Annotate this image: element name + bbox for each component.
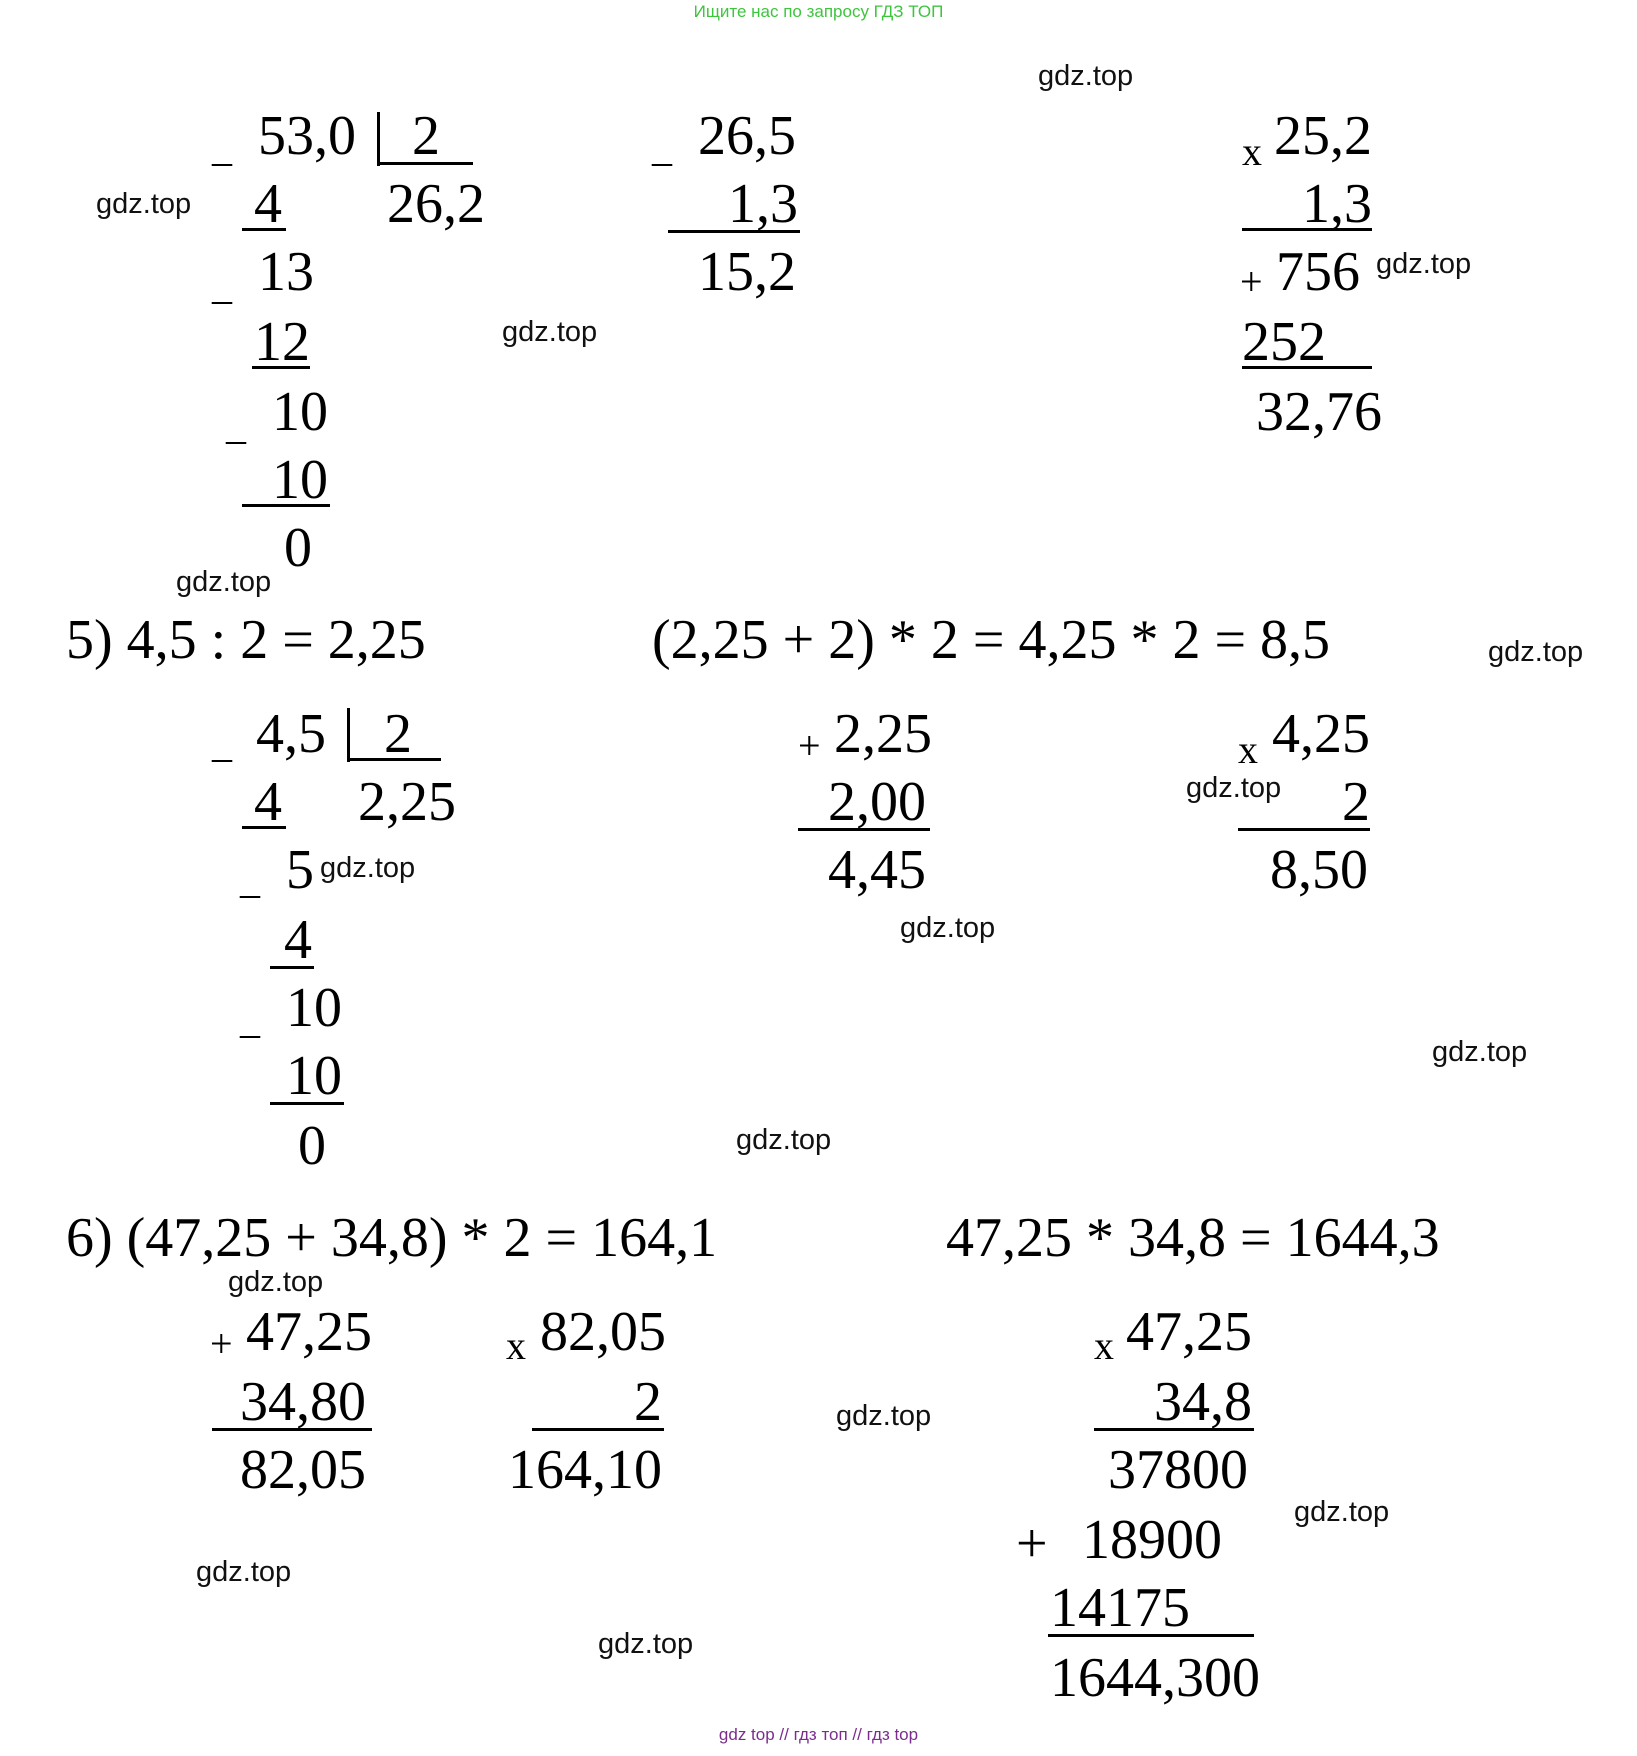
product-line <box>1094 1428 1254 1431</box>
product: 32,76 <box>1256 381 1382 443</box>
watermark: gdz.top <box>836 1400 932 1432</box>
dividend: 4,5 <box>256 703 326 765</box>
minus-sign: _ <box>652 125 672 170</box>
watermark: gdz.top <box>320 852 416 884</box>
times-sign: x <box>1238 727 1258 772</box>
partial-product: 252 <box>1242 311 1326 373</box>
step-value: 10 <box>286 977 342 1039</box>
equation-5-1: 5) 4,5 : 2 = 2,25 <box>66 609 426 671</box>
division-bar <box>377 112 380 166</box>
watermark: gdz.top <box>176 566 272 598</box>
step-value: 5 <box>286 839 314 901</box>
product-line <box>1242 366 1372 369</box>
division-bar <box>347 708 350 762</box>
addend-b: 34,80 <box>240 1371 366 1433</box>
factor-a: 47,25 <box>1126 1301 1252 1363</box>
equation-5-2: (2,25 + 2) * 2 = 4,25 * 2 = 8,5 <box>652 609 1331 671</box>
times-sign: x <box>1242 129 1262 174</box>
watermark: gdz.top <box>1488 636 1584 668</box>
product-line <box>1242 228 1372 231</box>
factor-a: 82,05 <box>540 1301 666 1363</box>
step-value: 10 <box>286 1045 342 1107</box>
sum: 4,45 <box>828 839 926 901</box>
difference: 15,2 <box>698 241 796 303</box>
watermark: gdz.top <box>196 1556 292 1588</box>
addend-b: 2,00 <box>828 771 926 833</box>
watermark: gdz.top <box>900 912 996 944</box>
watermark: gdz.top <box>1038 60 1134 92</box>
watermark: gdz.top <box>96 188 192 220</box>
plus-sign: + <box>1016 1513 1048 1575</box>
step-value: 4 <box>254 771 282 833</box>
step-value: 10 <box>272 449 328 511</box>
quotient: 2,25 <box>358 771 456 833</box>
minus-sign: _ <box>226 403 246 448</box>
remainder: 0 <box>284 517 312 579</box>
product-line <box>532 1428 664 1431</box>
plus-sign: + <box>798 723 821 768</box>
equation-6-2: 47,25 * 34,8 = 1644,3 <box>946 1207 1440 1269</box>
subtrahend: 1,3 <box>728 173 798 235</box>
watermark: gdz.top <box>1432 1036 1528 1068</box>
quotient: 26,2 <box>387 173 485 235</box>
equation-6-1: 6) (47,25 + 34,8) * 2 = 164,1 <box>66 1207 718 1269</box>
minus-sign: _ <box>240 997 260 1042</box>
times-sign: x <box>1094 1323 1114 1368</box>
factor-b: 34,8 <box>1154 1371 1252 1433</box>
step-value: 4 <box>254 173 282 235</box>
partial-product: 18900 <box>1082 1509 1222 1571</box>
sum-line <box>798 828 930 831</box>
minus-sign: _ <box>212 263 232 308</box>
watermark: gdz.top <box>736 1124 832 1156</box>
factor-a: 25,2 <box>1274 105 1372 167</box>
remainder: 0 <box>298 1115 326 1177</box>
step-underline <box>242 826 286 829</box>
step-value: 10 <box>272 381 328 443</box>
partial-product: 756 <box>1276 241 1360 303</box>
divisor-line <box>347 758 441 761</box>
step-underline <box>252 366 310 369</box>
factor-b: 1,3 <box>1302 173 1372 235</box>
watermark: gdz.top <box>228 1266 324 1298</box>
step-underline <box>242 504 330 507</box>
sum: 82,05 <box>240 1439 366 1501</box>
watermark: gdz.top <box>1376 248 1472 280</box>
watermark: gdz.top <box>502 316 598 348</box>
addend-a: 47,25 <box>246 1301 372 1363</box>
plus-sign: + <box>210 1321 233 1366</box>
factor-b: 2 <box>634 1371 662 1433</box>
step-underline <box>270 1102 344 1105</box>
partial-product: 37800 <box>1108 1439 1248 1501</box>
minuend: 26,5 <box>698 105 796 167</box>
plus-sign: + <box>1240 259 1263 304</box>
footer-links[interactable]: gdz top // гдз топ // гдз top <box>718 1725 919 1744</box>
watermark: gdz.top <box>1186 772 1282 804</box>
top-banner[interactable]: Ищите нас по запросу ГДЗ ТОП <box>693 2 944 21</box>
product-line <box>1238 828 1370 831</box>
step-value: 13 <box>258 241 314 303</box>
times-sign: x <box>506 1323 526 1368</box>
product: 8,50 <box>1270 839 1368 901</box>
factor-a: 4,25 <box>1272 703 1370 765</box>
dividend: 53,0 <box>258 105 356 167</box>
watermark: gdz.top <box>1294 1496 1390 1528</box>
step-underline <box>242 228 286 231</box>
addend-a: 2,25 <box>834 703 932 765</box>
sum-line <box>668 230 800 233</box>
factor-b: 2 <box>1342 771 1370 833</box>
divisor: 2 <box>384 703 412 765</box>
product: 164,10 <box>508 1439 662 1501</box>
minus-sign: _ <box>212 125 232 170</box>
watermark: gdz.top <box>598 1628 694 1660</box>
sum-line <box>212 1428 372 1431</box>
divisor-line <box>377 162 473 165</box>
partial-product: 14175 <box>1050 1577 1190 1639</box>
minus-sign: _ <box>240 857 260 902</box>
minus-sign: _ <box>212 721 232 766</box>
step-value: 4 <box>284 909 312 971</box>
product-line <box>1048 1634 1254 1637</box>
step-value: 12 <box>254 311 310 373</box>
divisor: 2 <box>412 105 440 167</box>
product: 1644,300 <box>1050 1647 1260 1709</box>
step-underline <box>270 966 314 969</box>
